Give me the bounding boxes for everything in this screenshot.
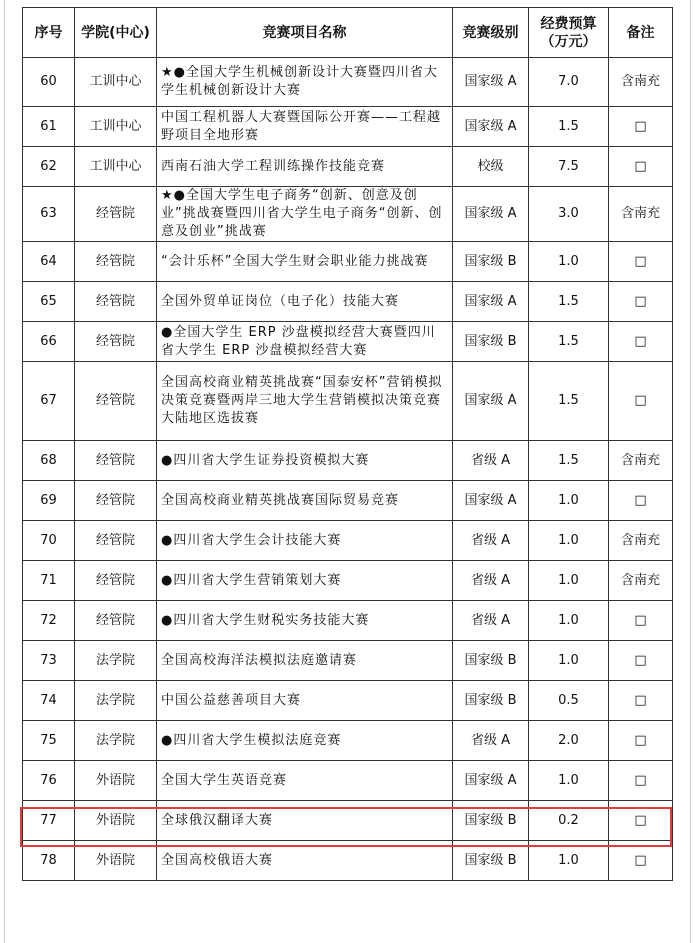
- cell-name: 全国大学生英语竞赛: [157, 761, 453, 801]
- table-row: [23, 282, 673, 322]
- cell-note: □: [609, 601, 673, 641]
- table-row: [23, 147, 673, 187]
- cell-level: 国家级 A: [453, 107, 529, 147]
- cell-name: “会计乐杯”全国大学生财会职业能力挑战赛: [157, 242, 453, 282]
- cell-note: □: [609, 322, 673, 362]
- cell-num: 70: [23, 521, 75, 561]
- cell-note: □: [609, 147, 673, 187]
- cell-budget: 1.5: [529, 441, 609, 481]
- cell-level: 国家级 B: [453, 322, 529, 362]
- cell-level: 省级 A: [453, 601, 529, 641]
- cell-note: □: [609, 481, 673, 521]
- cell-name: ★●全国大学生机械创新设计大赛暨四川省大学生机械创新设计大赛: [157, 58, 453, 107]
- cell-level: 省级 A: [453, 441, 529, 481]
- table-row: [23, 187, 673, 242]
- cell-budget: 1.5: [529, 107, 609, 147]
- cell-budget: 0.2: [529, 801, 609, 841]
- cell-name: ●全国大学生 ERP 沙盘模拟经营大赛暨四川省大学生 ERP 沙盘模拟经营大赛: [157, 322, 453, 362]
- cell-college: 经管院: [75, 242, 157, 282]
- cell-budget: 1.0: [529, 481, 609, 521]
- cell-college: 经管院: [75, 601, 157, 641]
- cell-name: 全球俄汉翻译大赛: [157, 801, 453, 841]
- table-body: [23, 58, 673, 881]
- cell-num: 74: [23, 681, 75, 721]
- table-row: [23, 841, 673, 881]
- cell-level: 省级 A: [453, 561, 529, 601]
- cell-level: 国家级 B: [453, 641, 529, 681]
- cell-college: 法学院: [75, 641, 157, 681]
- cell-budget: 1.0: [529, 521, 609, 561]
- cell-num: 73: [23, 641, 75, 681]
- cell-budget: 2.0: [529, 721, 609, 761]
- cell-college: 经管院: [75, 441, 157, 481]
- cell-note: □: [609, 681, 673, 721]
- cell-note: □: [609, 761, 673, 801]
- cell-college: 经管院: [75, 481, 157, 521]
- table-row: [23, 721, 673, 761]
- cell-num: 75: [23, 721, 75, 761]
- cell-num: 76: [23, 761, 75, 801]
- cell-level: 国家级 A: [453, 481, 529, 521]
- cell-num: 69: [23, 481, 75, 521]
- cell-num: 77: [23, 801, 75, 841]
- table-row: [23, 362, 673, 441]
- table-row: [23, 521, 673, 561]
- table-row: [23, 58, 673, 107]
- cell-name: ★●全国大学生电子商务“创新、创意及创业”挑战赛暨四川省大学生电子商务“创新、创意及创业”挑战赛: [157, 187, 453, 242]
- table-row: [23, 561, 673, 601]
- cell-budget: 3.0: [529, 187, 609, 242]
- cell-note: □: [609, 641, 673, 681]
- cell-note: 含南充: [609, 187, 673, 242]
- cell-note: □: [609, 841, 673, 881]
- cell-college: 经管院: [75, 187, 157, 242]
- cell-level: 国家级 A: [453, 362, 529, 441]
- cell-budget: 1.0: [529, 841, 609, 881]
- cell-college: 工训中心: [75, 58, 157, 107]
- cell-college: 经管院: [75, 282, 157, 322]
- table-row: [23, 761, 673, 801]
- cell-level: 国家级 A: [453, 187, 529, 242]
- page-edge-left: [4, 0, 5, 943]
- cell-num: 66: [23, 322, 75, 362]
- cell-name: ●四川省大学生模拟法庭竞赛: [157, 721, 453, 761]
- cell-note: □: [609, 242, 673, 282]
- cell-budget: 1.5: [529, 282, 609, 322]
- cell-budget: 1.5: [529, 322, 609, 362]
- cell-budget: 7.0: [529, 58, 609, 107]
- cell-name: 中国公益慈善项目大赛: [157, 681, 453, 721]
- cell-budget: 1.0: [529, 601, 609, 641]
- cell-college: 工训中心: [75, 147, 157, 187]
- cell-note: □: [609, 801, 673, 841]
- cell-num: 61: [23, 107, 75, 147]
- cell-college: 外语院: [75, 841, 157, 881]
- cell-note: 含南充: [609, 561, 673, 601]
- header-num: 序号: [23, 8, 75, 58]
- header-row: [23, 8, 673, 58]
- cell-note: 含南充: [609, 441, 673, 481]
- table-row: [23, 441, 673, 481]
- cell-name: 中国工程机器人大赛暨国际公开赛——工程越野项目全地形赛: [157, 107, 453, 147]
- cell-num: 68: [23, 441, 75, 481]
- header-name: 竞赛项目名称: [157, 8, 453, 58]
- cell-college: 法学院: [75, 681, 157, 721]
- cell-num: 63: [23, 187, 75, 242]
- cell-name: 全国外贸单证岗位（电子化）技能大赛: [157, 282, 453, 322]
- cell-note: □: [609, 107, 673, 147]
- cell-budget: 1.5: [529, 362, 609, 441]
- cell-level: 国家级 A: [453, 761, 529, 801]
- cell-note: □: [609, 282, 673, 322]
- cell-college: 工训中心: [75, 107, 157, 147]
- cell-num: 64: [23, 242, 75, 282]
- cell-college: 经管院: [75, 561, 157, 601]
- cell-college: 经管院: [75, 521, 157, 561]
- cell-name: ●四川省大学生证券投资模拟大赛: [157, 441, 453, 481]
- cell-level: 国家级 B: [453, 841, 529, 881]
- cell-level: 国家级 A: [453, 58, 529, 107]
- page-edge-right: [690, 0, 691, 943]
- cell-num: 65: [23, 282, 75, 322]
- cell-name: ●四川省大学生财税实务技能大赛: [157, 601, 453, 641]
- cell-budget: 1.0: [529, 242, 609, 282]
- cell-level: 省级 A: [453, 521, 529, 561]
- cell-note: 含南充: [609, 58, 673, 107]
- cell-num: 62: [23, 147, 75, 187]
- table-row: [23, 481, 673, 521]
- cell-name: 全国高校海洋法模拟法庭邀请赛: [157, 641, 453, 681]
- cell-num: 60: [23, 58, 75, 107]
- cell-budget: 1.0: [529, 761, 609, 801]
- cell-level: 省级 A: [453, 721, 529, 761]
- table-row: [23, 242, 673, 282]
- cell-level: 国家级 B: [453, 242, 529, 282]
- header-note: 备注: [609, 8, 673, 58]
- cell-name: 全国高校商业精英挑战赛“国泰安杯”营销模拟决策竞赛暨两岸三地大学生营销模拟决策竞赛大陆地区选拔赛: [157, 362, 453, 441]
- cell-level: 国家级 B: [453, 681, 529, 721]
- cell-num: 78: [23, 841, 75, 881]
- cell-name: ●四川省大学生会计技能大赛: [157, 521, 453, 561]
- table-row: [23, 322, 673, 362]
- table-row: [23, 801, 673, 841]
- competition-budget-table: [22, 7, 673, 881]
- cell-budget: 7.5: [529, 147, 609, 187]
- table-row: [23, 681, 673, 721]
- cell-name: 西南石油大学工程训练操作技能竞赛: [157, 147, 453, 187]
- cell-note: □: [609, 721, 673, 761]
- cell-budget: 1.0: [529, 561, 609, 601]
- cell-level: 国家级 B: [453, 801, 529, 841]
- cell-name: 全国高校俄语大赛: [157, 841, 453, 881]
- cell-num: 71: [23, 561, 75, 601]
- table-row: [23, 601, 673, 641]
- cell-num: 67: [23, 362, 75, 441]
- cell-name: 全国高校商业精英挑战赛国际贸易竞赛: [157, 481, 453, 521]
- cell-note: □: [609, 362, 673, 441]
- cell-name: ●四川省大学生营销策划大赛: [157, 561, 453, 601]
- cell-num: 72: [23, 601, 75, 641]
- cell-budget: 0.5: [529, 681, 609, 721]
- header-level: 竞赛级别: [453, 8, 529, 58]
- cell-college: 外语院: [75, 801, 157, 841]
- cell-note: 含南充: [609, 521, 673, 561]
- cell-college: 经管院: [75, 322, 157, 362]
- header-budget: 经费预算（万元）: [529, 8, 609, 58]
- cell-budget: 1.0: [529, 641, 609, 681]
- cell-level: 校级: [453, 147, 529, 187]
- table-row: [23, 107, 673, 147]
- cell-college: 外语院: [75, 761, 157, 801]
- table-row: [23, 641, 673, 681]
- cell-college: 经管院: [75, 362, 157, 441]
- cell-college: 法学院: [75, 721, 157, 761]
- header-college: 学院(中心): [75, 8, 157, 58]
- cell-level: 国家级 A: [453, 282, 529, 322]
